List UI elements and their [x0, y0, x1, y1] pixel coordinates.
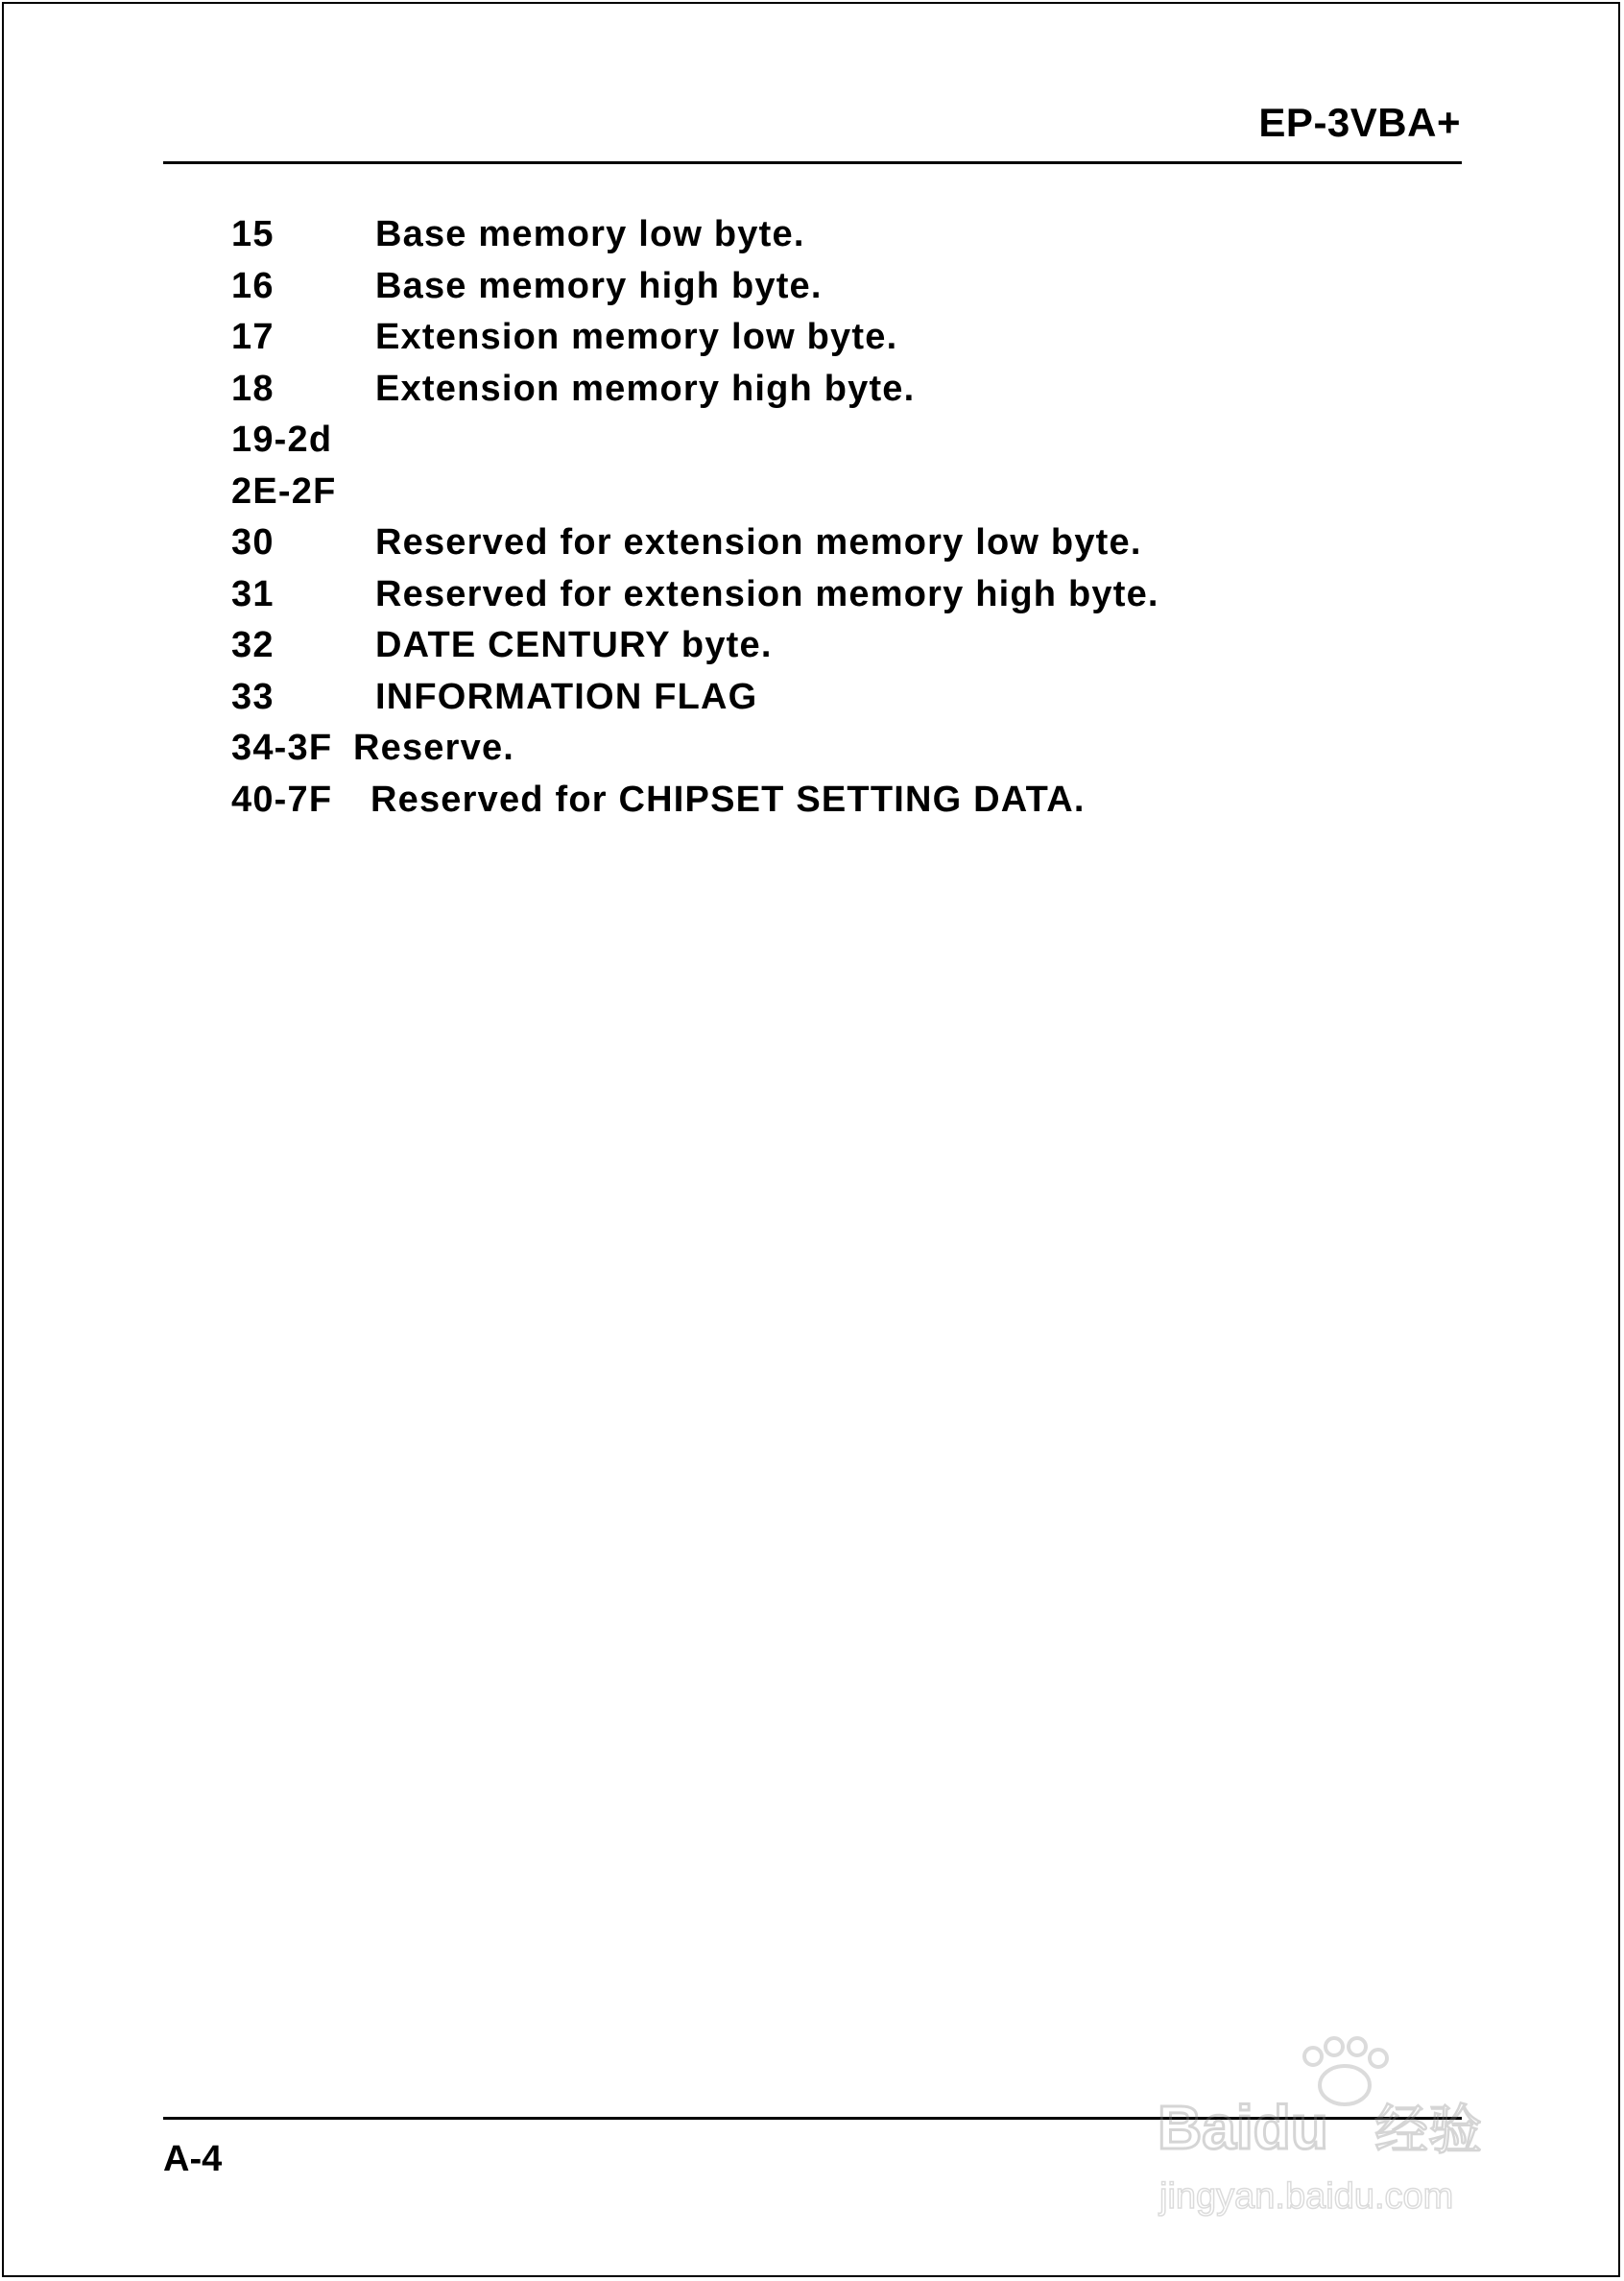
watermark-url: jingyan.baidu.com: [1159, 2176, 1454, 2217]
register-description: DATE CENTURY byte.: [375, 625, 773, 665]
baidu-jingyan-watermark: [1148, 2035, 1532, 2227]
register-row: [231, 364, 1431, 416]
register-address: 34-3F: [231, 728, 333, 768]
register-row: [231, 312, 1431, 364]
register-description: INFORMATION FLAG: [375, 676, 758, 717]
register-description: Base memory low byte.: [375, 214, 805, 254]
register-row: [231, 415, 1431, 467]
register-row: [231, 467, 1431, 518]
register-row: [231, 723, 1431, 775]
register-address: 30: [231, 522, 275, 563]
register-description: Reserve.: [353, 728, 515, 768]
register-row: [231, 517, 1431, 569]
register-description: Reserved for extension memory low byte.: [375, 522, 1142, 563]
watermark-suffix: 经验: [1374, 2100, 1482, 2162]
register-row: [231, 209, 1431, 261]
register-description: Reserved for CHIPSET SETTING DATA.: [370, 779, 1086, 820]
register-list: [231, 209, 1431, 826]
register-address: 15: [231, 214, 275, 254]
register-description: Reserved for extension memory high byte.: [375, 573, 1159, 614]
register-description: Extension memory high byte.: [375, 368, 916, 409]
register-row: [231, 775, 1431, 827]
register-address: 33: [231, 676, 275, 717]
register-address: 2E-2F: [231, 470, 337, 512]
register-description: Base memory high byte.: [375, 265, 823, 306]
register-row: [231, 620, 1431, 672]
register-address: 40-7F: [231, 779, 333, 820]
document-header-title: EP-3VBA+: [1258, 100, 1461, 145]
register-address: 32: [231, 625, 275, 665]
register-row: [231, 261, 1431, 313]
register-address: 17: [231, 317, 275, 357]
register-description: Extension memory low byte.: [375, 317, 898, 357]
header-rule: [163, 161, 1462, 164]
register-address: 19-2d: [231, 420, 333, 460]
register-row: [231, 569, 1431, 621]
register-address: 16: [231, 265, 275, 306]
watermark-brand: Baidu: [1158, 2093, 1328, 2162]
register-row: [231, 672, 1431, 724]
register-address: 18: [231, 368, 275, 409]
page-number: A-4: [163, 2139, 223, 2179]
register-address: 31: [231, 573, 275, 614]
